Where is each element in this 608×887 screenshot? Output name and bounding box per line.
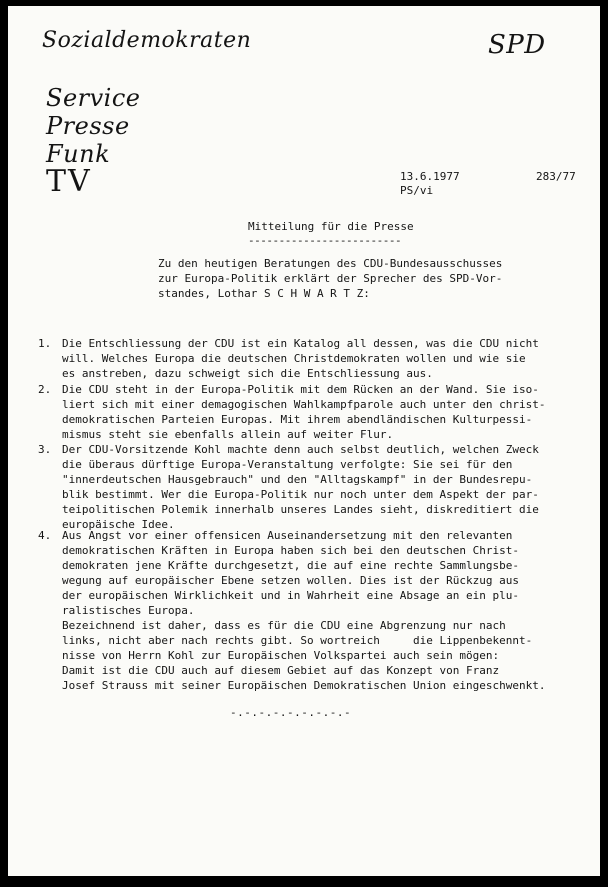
closing-line: Damit ist die CDU auch auf diesem Gebiet auf das Konzept von Franz [62,664,500,677]
item-line: demokraten jene Kräfte durchgesetzt, die auf eine rechte Sammlungsbe- [62,559,519,572]
item-number: 1. [38,337,52,350]
handwritten-distribution-list [46,84,141,199]
item-line: Die CDU steht in der Europa-Politik mit dem Rücken an der Wand. Sie iso- [62,383,539,396]
handwritten-item-funk: Funk [46,140,111,168]
title-underline: ------------------------- [248,234,402,247]
item-text [62,528,519,618]
intro-line: standes, Lothar S C H W A R T Z: [158,287,370,300]
item-line: Aus Angst vor einer offensicen Auseinandersetzung mit den relevanten [62,529,513,542]
item-line: der europäischen Wirklichkeit und in Wahrheit eine Absage an ein plu- [62,589,519,602]
closing-paragraph [62,618,600,693]
item-line: liert sich mit einer demagogischen Wahlkampfparole auch unter den christ- [62,398,546,411]
end-mark: -.-.-.-.-.-.-.-.- [230,706,352,719]
item-line: es anstreben, dazu schweigt sich die Entschliessung aus. [62,367,433,380]
document-title: Mitteilung für die Presse [248,220,414,233]
item-line: wegung auf europäischer Ebene setzen wollen. Dies ist der Rückzug aus [62,574,519,587]
item-text [62,442,539,532]
item-line: blik bestimmt. Wer die Europa-Politik nur noch unter dem Aspekt der par- [62,488,539,501]
handwritten-note-spd: SPD [488,30,546,60]
item-line: die überaus dürftige Europa-Veranstaltung verfolgte: Sie sei für den [62,458,513,471]
statement-item-1 [38,336,598,384]
statement-item-4 [38,528,598,620]
item-line: will. Welches Europa die deutschen Christdemokraten wollen und wie sie [62,352,526,365]
item-line: mismus steht sie ebenfalls allein auf weiter Flur. [62,428,394,441]
item-line: "innerdeutschen Hausgebrauch" und den "Alltagskampf" in der Bundesrepu- [62,473,533,486]
item-number: 3. [38,443,52,456]
item-line: Der CDU-Vorsitzende Kohl machte denn auch selbst deutlich, welchen Zweck [62,443,539,456]
intro-line: Zu den heutigen Beratungen des CDU-Bundesausschusses [158,257,503,270]
item-line: demokratischen Kräften in Europa haben sich bei den deutschen Christ- [62,544,519,557]
closing-line: nisse von Herrn Kohl zur Europäischen Volkspartei auch sein mögen: [62,649,500,662]
item-text [62,336,539,381]
intro-paragraph [158,256,598,301]
handwritten-item-service: Service [46,84,141,112]
handwritten-item-presse: Presse [46,112,130,140]
item-line: teipolitischen Polemik innerhalb unseres Landes sieht, diskreditiert die [62,503,539,516]
item-line: demokratischen Parteien Europas. Mit ihrem abendländischen Kulturpessi- [62,413,533,426]
statement-item-3 [38,442,598,534]
document-department: PS/vi [400,184,434,197]
item-line: ralistisches Europa. [62,604,195,617]
closing-line: links, nicht aber nach rechts gibt. So wortreich die Lippenbekennt- [62,634,533,647]
document-page [8,6,600,876]
document-date: 13.6.1977 [400,170,460,183]
handwritten-note-party: Sozialdemokraten [42,28,252,53]
item-text [62,382,545,442]
closing-line: Josef Strauss mit seiner Europäischen Demokratischen Union eingeschwenkt. [62,679,546,692]
closing-line: Bezeichnend ist daher, dass es für die CDU eine Abgrenzung nur nach [62,619,506,632]
handwritten-item-tv: TV [46,164,92,199]
intro-line: zur Europa-Politik erklärt der Sprecher des SPD-Vor- [158,272,503,285]
item-number: 4. [38,529,52,542]
item-number: 2. [38,383,52,396]
item-line: Die Entschliessung der CDU ist ein Katalog all dessen, was die CDU nicht [62,337,539,350]
item-line: europäische Idee. [62,518,175,531]
statement-item-2 [38,382,598,444]
document-reference: 283/77 [536,170,576,183]
